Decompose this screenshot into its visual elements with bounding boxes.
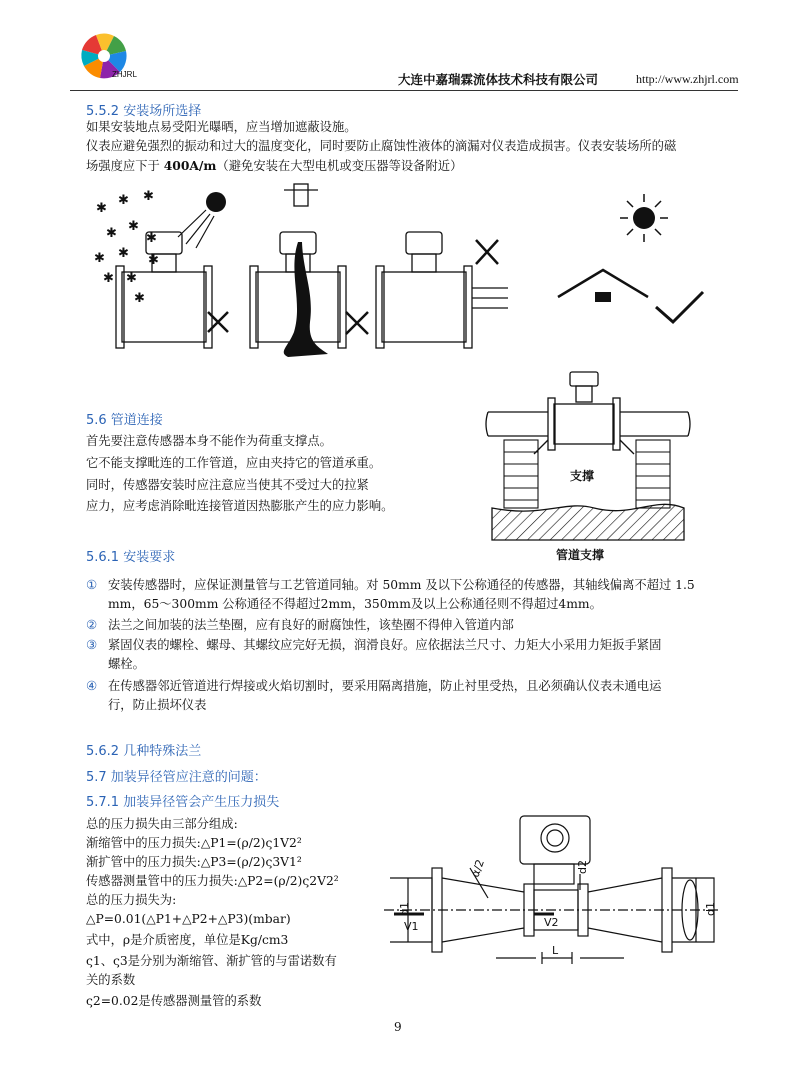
s552-p2b-post: （避免安装在大型电机或变压器等设备附近）	[216, 159, 463, 173]
svg-text:✱: ✱	[146, 231, 157, 246]
svg-text:✱: ✱	[126, 271, 137, 286]
svg-text:✱: ✱	[118, 193, 129, 208]
s571-zeta-def-a: ς1、ς3是分别为渐缩管、渐扩管的与雷诺数有	[86, 954, 337, 968]
req-text-4b: 行，防止损坏仪表	[108, 698, 207, 712]
pipe-support-figure	[484, 368, 694, 543]
logo-text: ZHJRL	[112, 70, 137, 79]
section-5-7-1-title: 5.7.1 加装异径管会产生压力损失	[86, 795, 280, 810]
s571-line-2: 渐扩管中的压力损失:△P3=(ρ/2)ς3V1²	[86, 855, 302, 869]
svg-text:✱: ✱	[94, 251, 105, 266]
label-d1-right: d1	[704, 902, 717, 916]
label-alpha: α/2	[468, 857, 487, 880]
req-item-4	[86, 677, 661, 715]
req-text-3a: 紧固仪表的螺栓、螺母、其螺纹应完好无损，润滑良好。应依据法兰尺寸、力矩大小采用力矩扳手紧固	[108, 638, 662, 652]
s571-zeta-def-b: 关的系数	[86, 973, 136, 987]
reducer-pipe-figure	[384, 808, 724, 974]
section-5-6-title: 5.6 管道连接	[86, 413, 163, 428]
section-5-7-title: 5.7 加装异径管应注意的问题：	[86, 770, 267, 785]
s571-total-formula: △P=0.01(△P1+△P2+△P3)(mbar)	[86, 912, 291, 926]
svg-text:✱: ✱	[143, 189, 154, 204]
req-text-2a: 法兰之间加装的法兰垫圈，应有良好的耐腐蚀性，该垫圈不得伸入管道内部	[108, 618, 514, 632]
req-num-2: ②	[86, 618, 98, 632]
s552-para-2a: 仪表应避免强烈的振动和过大的温度变化，同时要防止腐蚀性液体的滴漏对仪表造成损害。仪表安装场所的磁	[86, 139, 677, 153]
svg-text:✱: ✱	[118, 246, 129, 261]
label-L: L	[552, 944, 559, 957]
s56-line-1: 首先要注意传感器本身不能作为荷重支撑点。	[86, 434, 332, 448]
req-text-1a: 安装传感器时，应保证测量管与工艺管道同轴。对 50mm 及以下公称通径的传感器，其轴线偏离不超过 1.5	[108, 578, 695, 592]
s552-p2b-pre: 场强度应下于	[86, 159, 164, 173]
req-text-3b: 螺栓。	[108, 657, 145, 671]
s571-intro: 总的压力损失由三部分组成:	[86, 817, 238, 831]
s552-para-2b	[86, 156, 462, 176]
svg-text:✱: ✱	[148, 253, 159, 268]
s552-p2b-bold: 400A/m	[163, 158, 217, 173]
company-name: 大连中嘉瑞霖流体技术科技有限公司	[398, 72, 599, 87]
installation-site-figure	[88, 182, 740, 360]
section-5-6-2-title: 5.6.2 几种特殊法兰	[86, 744, 202, 759]
req-num-3: ③	[86, 638, 98, 652]
svg-text:✱: ✱	[96, 201, 107, 216]
s56-line-4: 应力，应考虑消除毗连接管道因热膨胀产生的应力影响。	[86, 499, 394, 513]
svg-text:✱: ✱	[134, 291, 145, 306]
pipe-support-caption: 管道支撑	[556, 548, 605, 562]
header-rule	[70, 90, 738, 91]
company-url[interactable]: http://www.zhjrl.com	[636, 72, 739, 86]
support-label: 支撑	[570, 469, 595, 483]
s552-para-1: 如果安装地点易受阳光曝晒，应当增加遮蔽设施。	[86, 120, 357, 134]
svg-text:✱: ✱	[103, 271, 114, 286]
s571-line-3: 传感器测量管中的压力损失:△P2=(ρ/2)ς2V2²	[86, 874, 339, 888]
svg-text:✱: ✱	[128, 219, 139, 234]
label-d2: d2	[576, 860, 589, 874]
s571-line-1: 渐缩管中的压力损失:△P1=(ρ/2)ς1V2²	[86, 836, 302, 850]
label-v2: V2	[544, 916, 559, 929]
section-5-5-2-title: 5.5.2 安装场所选择	[86, 104, 202, 119]
s56-line-2: 它不能支撑毗连的工作管道，应由夹持它的管道承重。	[86, 456, 382, 470]
page-number: 9	[394, 1020, 402, 1034]
req-item-3	[86, 636, 661, 674]
req-item-1	[86, 576, 695, 614]
req-text-1b: mm，65～300mm 公称通径不得超过2mm，350mm及以上公称通径则不得超过4mm。	[108, 597, 602, 611]
s571-rho-def: 式中，ρ是介质密度，单位是Kg/cm3	[86, 933, 289, 947]
s571-zeta2-def: ς2=0.02是传感器测量管的系数	[86, 994, 262, 1008]
label-v1: V1	[404, 920, 419, 933]
label-d1-left: d1	[398, 902, 411, 916]
s571-total-label: 总的压力损失为:	[86, 893, 177, 907]
req-num-4: ④	[86, 679, 98, 693]
company-logo	[70, 28, 150, 86]
req-text-4a: 在传感器邻近管道进行焊接或火焰切割时，要采用隔离措施，防止衬里受热，且必须确认仪表未通电运	[108, 679, 662, 693]
s56-line-3: 同时，传感器安装时应注意应当使其不受过大的拉紧	[86, 478, 369, 492]
section-5-6-1-title: 5.6.1 安装要求	[86, 550, 176, 565]
req-num-1: ①	[86, 578, 98, 592]
req-item-2	[86, 616, 514, 635]
svg-text:✱: ✱	[106, 226, 117, 241]
